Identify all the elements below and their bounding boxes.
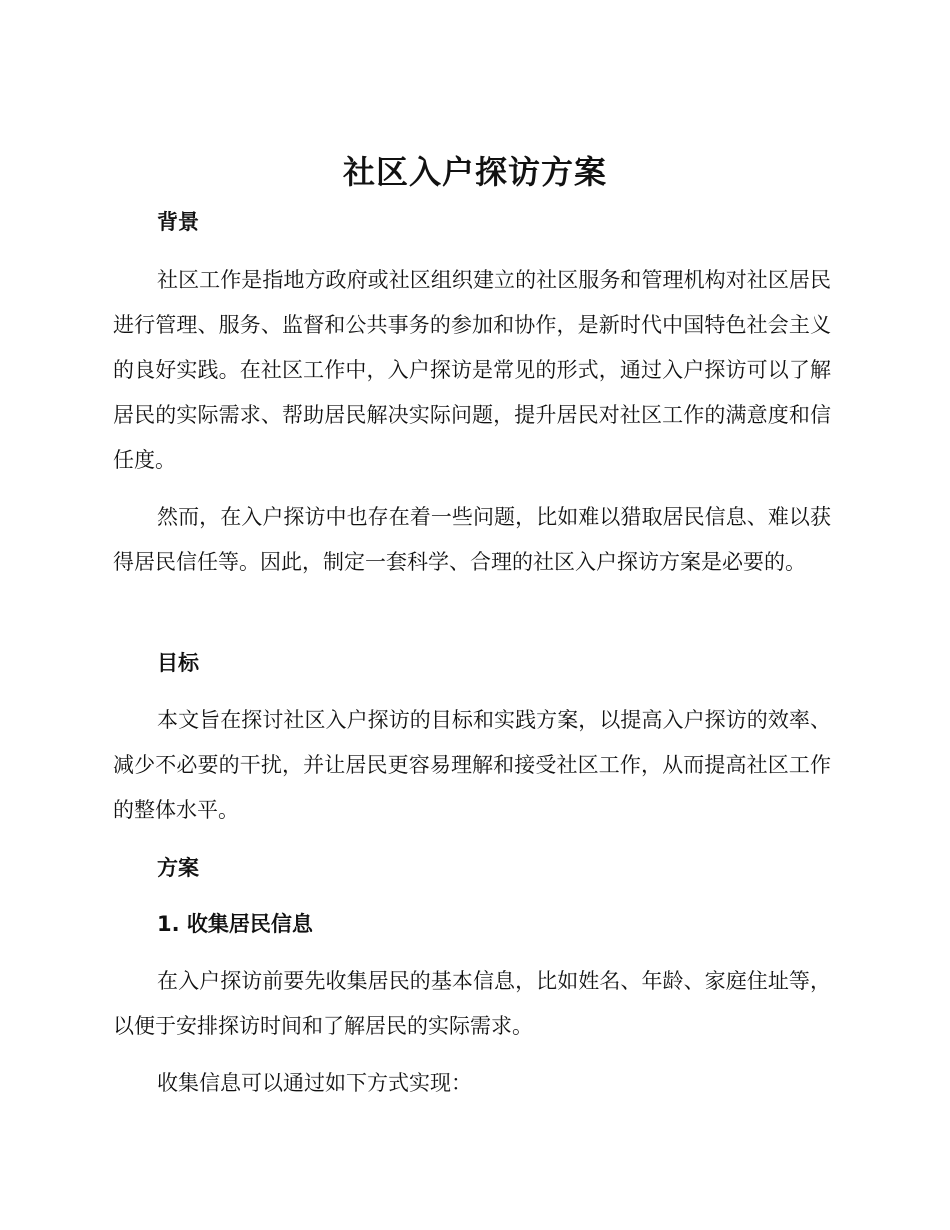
subsection-heading-collect-info: 1. 收集居民信息: [157, 912, 313, 936]
paragraph-background-2: 然而，在入户探访中也存在着一些问题，比如难以猎取居民信息、难以获得居民信任等。因此，制定一套科学、合理的社区入户探访方案是必要的。: [113, 505, 831, 574]
paragraph-goal-1: 本文旨在探讨社区入户探访的目标和实践方案，以提高入户探访的效率、减少不必要的干扰，并让居民更容易理解和接受社区工作，从而提高社区工作的整体水平。: [113, 708, 831, 822]
section-heading-goal: 目标: [157, 651, 199, 675]
paragraph-collect-info-1: 在入户探访前要先收集居民的基本信息，比如姓名、年龄、家庭住址等，以便于安排探访时间和了解居民的实际需求。: [113, 969, 831, 1038]
paragraph-collect-info-2: 收集信息可以通过如下方式实现：: [157, 1071, 472, 1095]
section-heading-background: 背景: [157, 210, 199, 234]
document-title: 社区入户探访方案: [342, 153, 607, 191]
section-heading-plan: 方案: [157, 856, 199, 880]
paragraph-background-1: 社区工作是指地方政府或社区组织建立的社区服务和管理机构对社区居民进行管理、服务、监督和公共事务的参加和协作，是新时代中国特色社会主义的良好实践。在社区工作中，入户探访是常见的形式，通过入户探访可以了解居民的实际需求、帮助居民解决实际问题，提升居民对社区工作的满意度和信任度。: [113, 268, 831, 472]
